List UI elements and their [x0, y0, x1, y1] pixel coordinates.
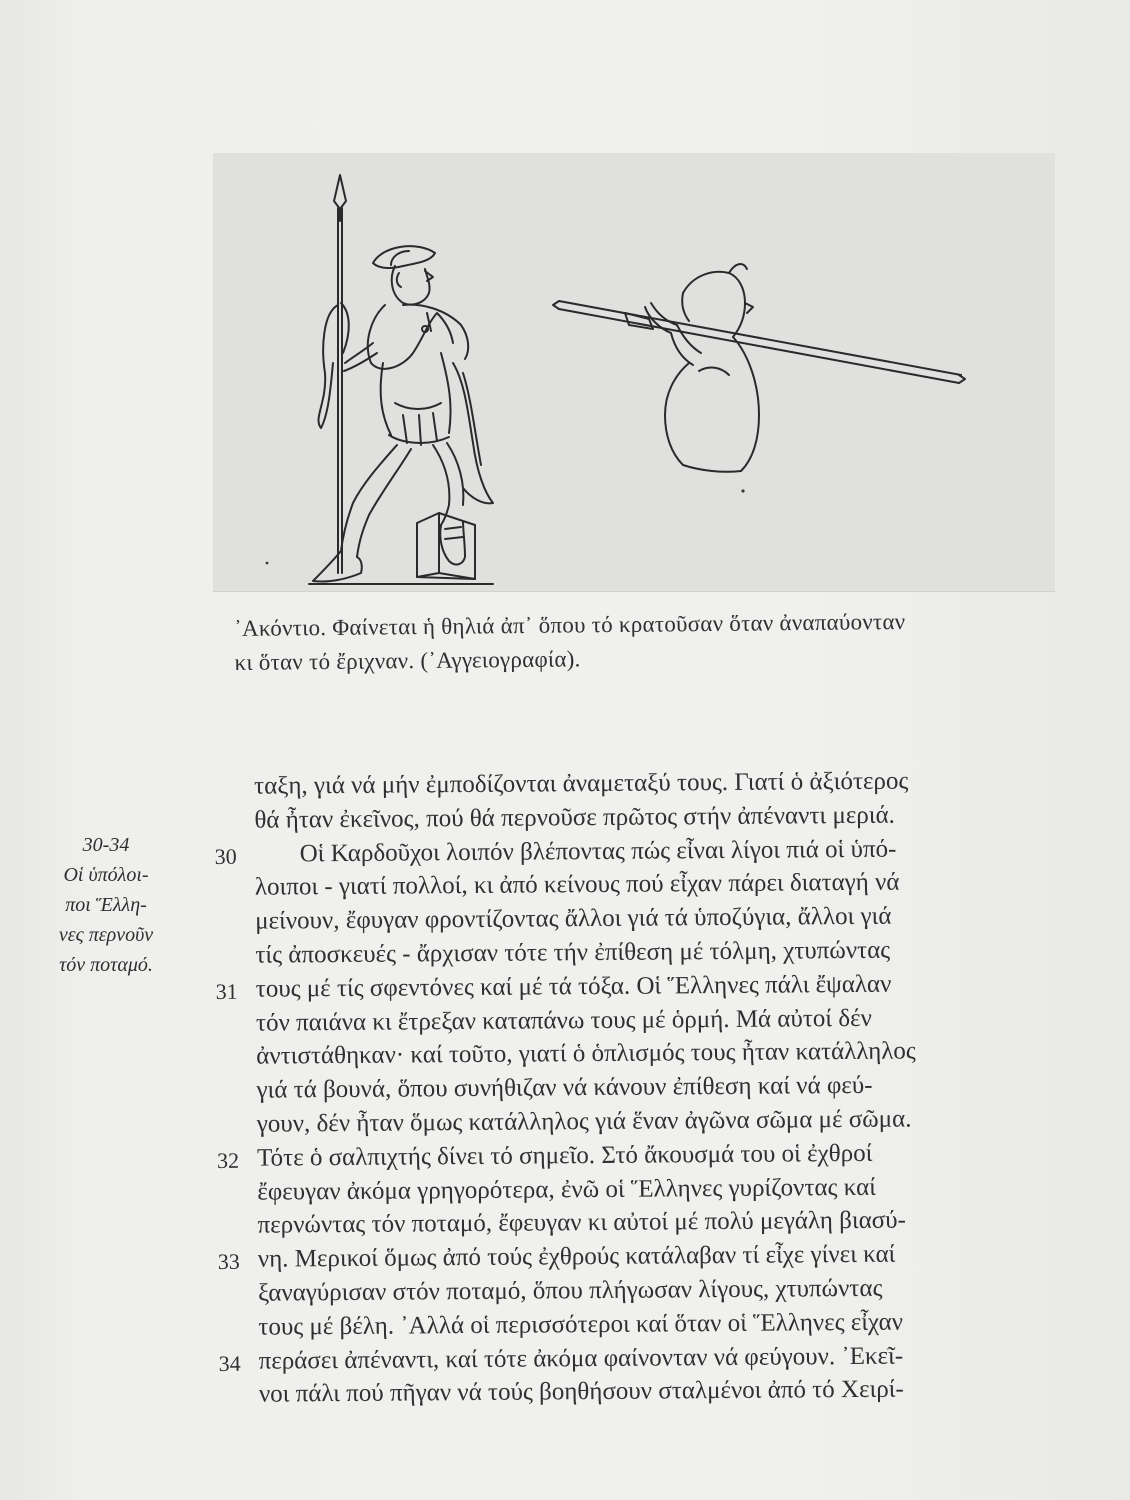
line-text: ξαναγύρισαν στόν ποταμό, ὅπου πλήγωσαν λίγους, χτυπώντας — [258, 1274, 883, 1307]
line-text: Οἱ Καρδοῦχοι λοιπόν βλέποντας πώς εἶναι λίγοι πιά οἱ ὑπό- — [299, 835, 897, 867]
line-text: μείνουν, ἔφυγαν φροντίζοντας ἄλλοι γιά τά ὑποζύγια, ἄλλοι γιά — [255, 902, 892, 935]
caption-line: κι ὅταν τό ἔριχναν. (᾿Αγγειογραφία). — [234, 646, 581, 675]
line-text: τόν παιάνα κι ἔτρεξαν καταπάνω τους μέ ὁρμή. Μά αὐτοί δέν — [255, 1004, 873, 1037]
line-number: 31 — [215, 978, 238, 1004]
line-text: Τότε ὁ σαλπιχτής δίνει τό σημεῖο. Στό ἄκουσμά του οἱ ἐχθροί — [256, 1139, 873, 1172]
line-text: νη. Μερικοί ὅμως ἀπό τούς ἐχθρούς κατάλαβαν τί εἶχε γίνει καί — [257, 1240, 896, 1273]
body-text — [214, 763, 1090, 1490]
line-text: γουν, δέν ἦταν ὅμως κατάλληλος γιά ἕναν ἀγῶνα σῶμα μέ σῶμα. — [256, 1105, 912, 1138]
line-number: 30 — [214, 843, 237, 869]
line-text: περάσει ἀπέναντι, καί τότε ἀκόμα φαίνονταν νά φεύγουν. ᾿Εκεῖ- — [258, 1342, 904, 1375]
margin-note — [31, 830, 181, 980]
margin-note-line: τόν ποταμό. — [59, 954, 153, 976]
line-text: τίς ἀποσκευές - ἄρχισαν τότε τήν ἐπίθεση μέ τόλμη, χτυπώντας — [255, 936, 891, 969]
line-text: ἔφευγαν ἀκόμα γρηγορότερα, ἐνῶ οἱ Ἕλληνες γυρίζοντας καί — [257, 1173, 877, 1206]
text-line — [219, 1371, 1089, 1412]
margin-note-line: Οἱ ὑπόλοι- — [63, 864, 149, 886]
line-text: γιά τά βουνά, ὅπου συνήθιζαν νά κάνουν ἐπίθεση καί νά φεύ- — [256, 1072, 873, 1104]
javelin-illustration — [213, 153, 1055, 592]
javelin-drawing — [213, 153, 1055, 591]
margin-note-range: 30-34 — [82, 834, 130, 856]
margin-note-line: ποι Ἕλλη- — [65, 894, 147, 916]
line-number: 32 — [216, 1147, 240, 1173]
line-text: ἀντιστάθηκαν· καί τοῦτο, γιατί ὁ ὁπλισμός τους ἦταν κατάλληλος — [256, 1037, 916, 1071]
line-number: 34 — [218, 1350, 241, 1376]
line-text: τους μέ βέλη. ᾿Αλλά οἱ περισσότεροι καί ὅταν οἱ Ἕλληνες εἶχαν — [258, 1308, 904, 1341]
line-number: 33 — [217, 1248, 240, 1275]
margin-note-line: νες περνοῦν — [58, 924, 154, 946]
line-text: λοιποι - γιατί πολλοί, κι ἀπό κείνους πού εἶχαν πάρει διαταγή νά — [254, 869, 900, 902]
line-text: θά ἦταν ἐκεῖνος, πού θά περνοῦσε πρῶτος στήν ἀπέναντι μεριά. — [254, 801, 895, 834]
line-text: νοι πάλι πού πῆγαν νά τούς βοηθήσουν σταλμένοι ἀπό τό Χειρί- — [258, 1375, 904, 1409]
line-text: ταξη, γιά νά μήν ἐμποδίζονται ἀναμεταξύ τους. Γιατί ὁ ἀξιότερος — [254, 767, 909, 800]
line-text: περνώντας τόν ποταμό, ἔφευγαν κι αὐτοί μέ πολύ μεγάλη βιασύ- — [257, 1206, 907, 1240]
figure-caption — [234, 603, 1055, 680]
line-text: τους μέ τίς σφεντόνες καί μέ τά τόξα. Οἱ Ἕλληνες πάλι ἔψαλαν — [255, 970, 892, 1003]
caption-line: ᾿Ακόντιο. Φαίνεται ἡ θηλιά ἀπ᾿ ὅπου τό κρατοῦσαν ὅταν ἀναπαύονταν — [234, 608, 906, 641]
